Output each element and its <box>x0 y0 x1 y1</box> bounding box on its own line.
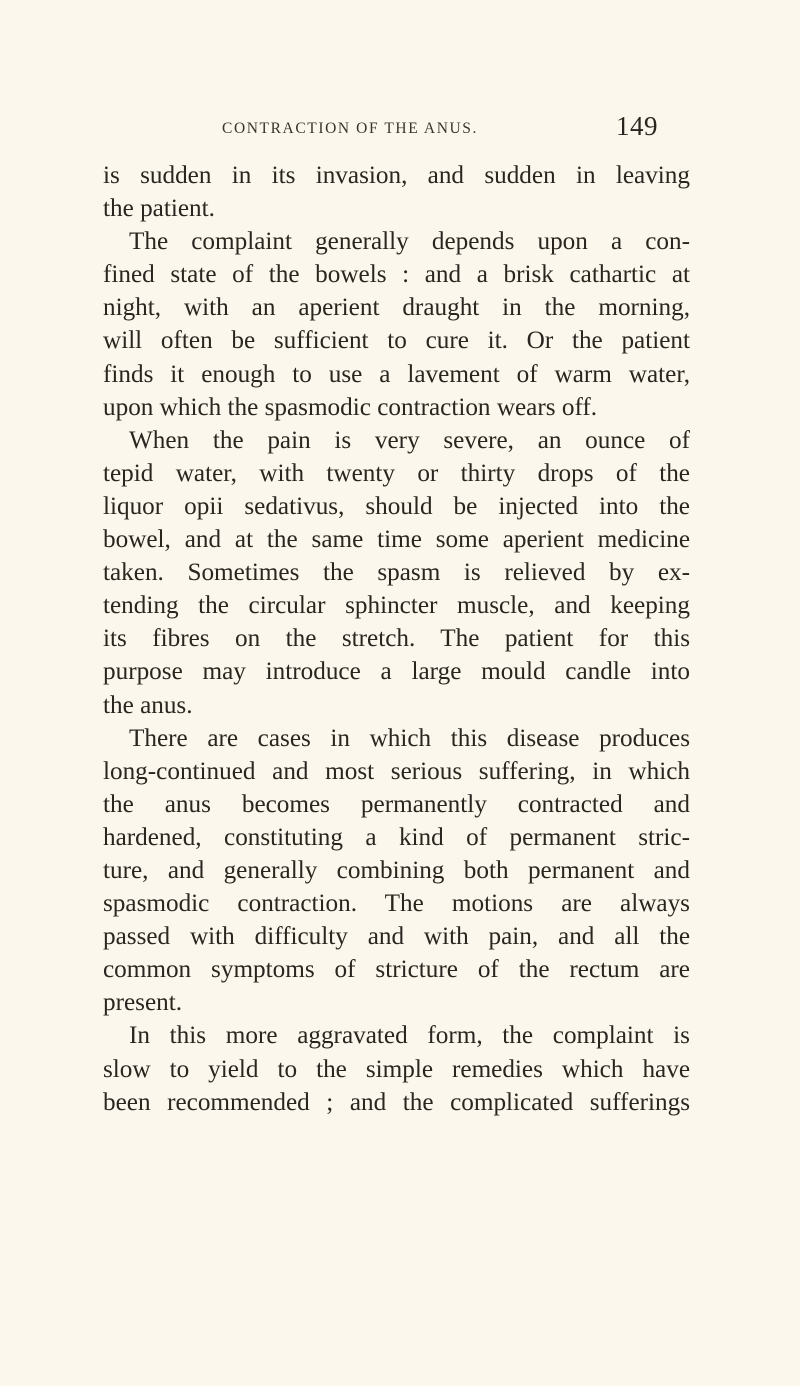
running-head <box>0 111 800 148</box>
page-number: 149 <box>616 111 658 141</box>
text-line: passed with difficulty and with pain, and all the <box>103 923 690 951</box>
text-line: the patient. <box>103 195 215 223</box>
text-line: ture, and generally combining both permanent and <box>103 856 690 884</box>
text-line: tending the circular sphincter muscle, and keeping <box>103 592 690 620</box>
text-line: upon which the spasmodic contraction wears off. <box>103 393 598 421</box>
text-line: will often be sufficient to cure it. Or the patient <box>103 327 690 355</box>
text-line: purpose may introduce a large mould candle into <box>103 658 690 686</box>
body-text <box>103 159 690 1119</box>
text-line: long-continued and most serious suffering, in which <box>103 757 690 785</box>
text-line: is sudden in its invasion, and sudden in leaving <box>103 162 690 189</box>
text-line: finds it enough to use a lavement of warm water, <box>103 360 690 388</box>
text-line: taken. Sometimes the spasm is relieved by ex- <box>103 559 690 587</box>
text-line: its fibres on the stretch. The patient for this <box>103 625 690 653</box>
text-line: There are cases in which this disease produces <box>129 724 690 752</box>
text-line: the anus becomes permanently contracted and <box>103 790 690 818</box>
text-line: night, with an aperient draught in the morning, <box>103 294 690 322</box>
text-line: liquor opii sedativus, should be injected into the <box>103 492 690 520</box>
text-line: When the pain is very severe, an ounce of <box>129 426 690 454</box>
text-line: The complaint generally depends upon a con- <box>129 228 690 256</box>
text-line: present. <box>103 989 183 1017</box>
text-line: fined state of the bowels : and a brisk cathartic at <box>103 261 690 289</box>
text-line: bowel, and at the same time some aperient medicine <box>103 526 690 554</box>
text-line: been recommended ; and the complicated sufferings <box>103 1088 690 1116</box>
text-line: spasmodic contraction. The motions are always <box>103 890 690 918</box>
text-line: slow to yield to the simple remedies which have <box>103 1055 690 1083</box>
text-line: hardened, constituting a kind of permanent stric- <box>103 823 690 851</box>
text-line: common symptoms of stricture of the rectum are <box>103 956 690 984</box>
running-title: CONTRACTION OF THE ANUS. <box>222 120 478 137</box>
text-line: the anus. <box>103 691 193 719</box>
text-line: In this more aggravated form, the complaint is <box>129 1022 690 1050</box>
text-line: tepid water, with twenty or thirty drops of the <box>103 459 690 487</box>
